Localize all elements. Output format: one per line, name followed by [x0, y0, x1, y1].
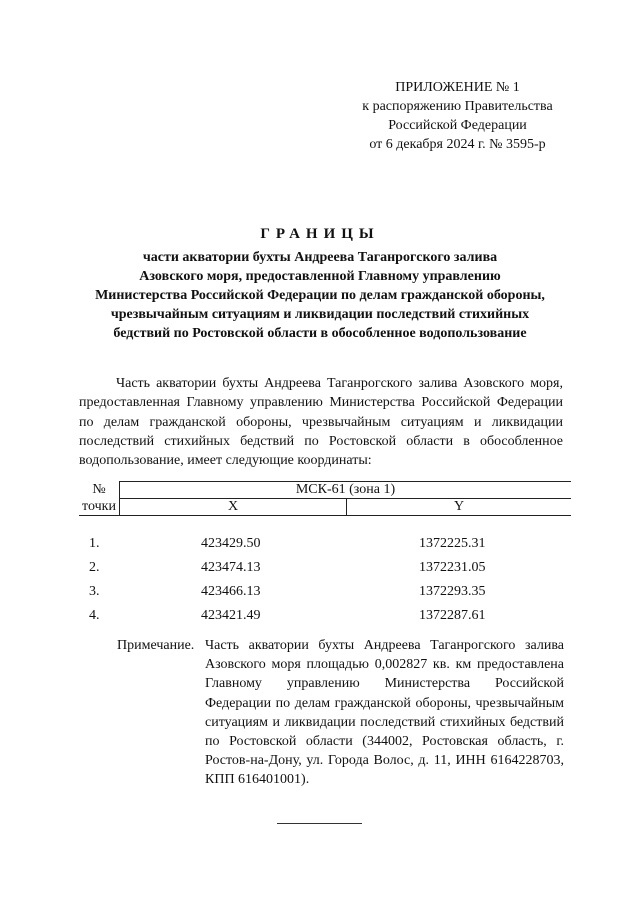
subtitle-line: Министерства Российской Федерации по делам гражданской обороны,: [95, 288, 545, 303]
document-title: ГРАНИЦЫ: [260, 226, 380, 242]
table-row: [79, 558, 571, 582]
subtitle-line: чрезвычайным ситуациям и ликвидации последствий стихийных: [110, 307, 530, 322]
column-y-header: Y: [347, 499, 572, 516]
subtitle-line: бедствий по Ростовской области в обособленное водопользование: [113, 326, 527, 341]
table-row: [79, 534, 571, 558]
point-x: 423474.13: [201, 560, 261, 575]
note-text: Часть акватории бухты Андреева Таганрогского залива Азовского моря площадью 0,002827 кв. км предоставлена Главному управлению Министерства Российской Федерации по делам гражданской обороны, чрезвычайным ситуациям и ликвидации последствий стихийных бедствий по Ростовской области (344002, Ростовская область, г. Ростов-на-Дону, ул. Города Волос, д. 11, ИНН 6164228703, КПП 616401001).: [205, 638, 564, 788]
coordinate-system-header: МСК-61 (зона 1): [120, 482, 572, 499]
point-x: 423466.13: [201, 584, 261, 599]
column-x-header: X: [120, 499, 347, 516]
note-label: Примечание.: [117, 638, 195, 653]
point-number: 4.: [89, 608, 100, 623]
table-row: [79, 582, 571, 606]
point-y: 1372287.61: [419, 608, 486, 623]
appendix-header: [330, 78, 585, 154]
point-number: 1.: [89, 536, 100, 551]
point-number: 3.: [89, 584, 100, 599]
appendix-number: ПРИЛОЖЕНИЕ № 1: [395, 80, 520, 95]
intro-text: Часть акватории бухты Андреева Таганрогского залива Азовского моря, предоставленная Главному управлению Министерства Российской Федерации по делам гражданской обороны, чрезвычайным ситуациям и ликвидации последствий стихийных бедствий по Ростовской области в обособленное водопользование, имеет следующие координаты:: [79, 376, 563, 469]
point-y: 1372225.31: [419, 536, 486, 551]
appendix-date: от 6 декабря 2024 г. № 3595-р: [369, 137, 546, 152]
subtitle-line: части акватории бухты Андреева Таганрогского залива: [142, 250, 498, 265]
appendix-line: Российской Федерации: [388, 118, 527, 133]
point-y: 1372293.35: [419, 584, 486, 599]
intro-paragraph: [79, 374, 563, 470]
end-divider: [277, 823, 362, 824]
document-subtitle: [60, 248, 580, 343]
column-number-header: точки: [79, 499, 120, 516]
point-number: 2.: [89, 560, 100, 575]
table-row: [79, 606, 571, 630]
subtitle-line: Азовского моря, предоставленной Главному управлению: [139, 269, 501, 284]
point-x: 423421.49: [201, 608, 261, 623]
point-x: 423429.50: [201, 536, 261, 551]
appendix-line: к распоряжению Правительства: [362, 99, 553, 114]
coordinates-table-header: [79, 481, 571, 516]
coordinates-rows: [79, 534, 571, 630]
column-number-header: №: [92, 482, 106, 497]
point-y: 1372231.05: [419, 560, 486, 575]
